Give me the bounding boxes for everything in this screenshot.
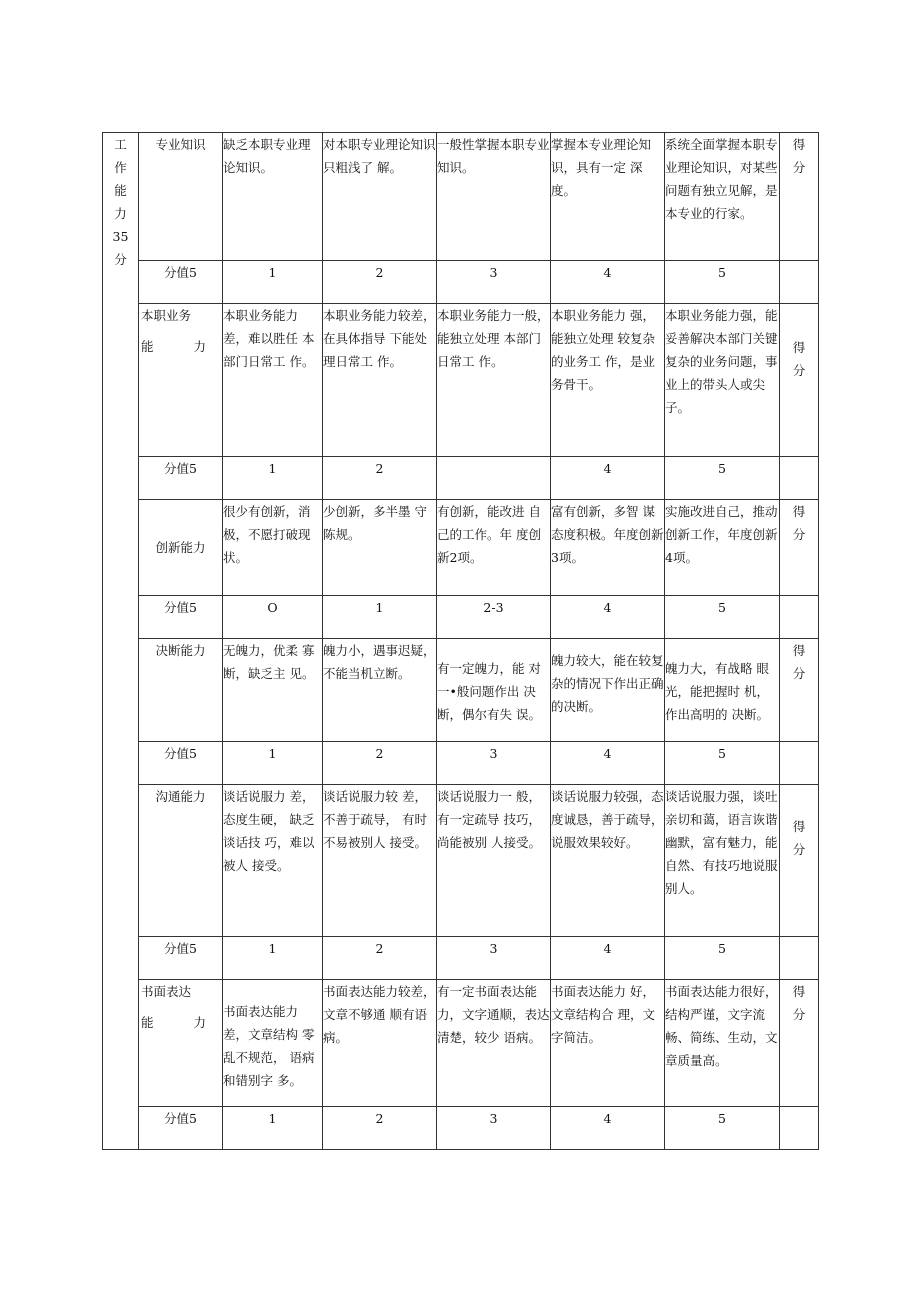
level-5-description: 魄力大，有战略 眼光，能把握时 机，作出高明的 决断。	[665, 639, 780, 742]
table-row	[103, 596, 819, 639]
score-label: 得分	[792, 137, 806, 175]
empty-cell	[780, 742, 819, 785]
score-5: 5	[665, 742, 780, 785]
score-2: 2	[323, 1107, 437, 1150]
table-row	[103, 980, 819, 1107]
level-1-description: 无魄力，优柔 寡断，缺乏主 见。	[223, 639, 323, 742]
table-row	[103, 1107, 819, 1150]
level-1-description: 谈话说服力 差，态度生硬， 缺乏谈话技 巧，难以被人 接受。	[223, 785, 323, 937]
empty-cell	[780, 937, 819, 980]
work-ability-evaluation-table	[102, 132, 819, 1150]
level-1-description: 很少有创新，消极，不愿打破现状。	[223, 500, 323, 596]
level-1-description: 书面表达能力差，文章结构 零乱不规范， 语病和错别字 多。	[223, 980, 323, 1107]
item-name-line-1: 书面表达	[141, 984, 192, 999]
score-3: 3	[437, 742, 551, 785]
level-2-description: 书面表达能力较差，文章不够通 顺有语病。	[323, 980, 437, 1107]
table-row	[103, 639, 819, 742]
level-4-description: 掌握本专业理论知识，具有一定 深度。	[551, 133, 665, 261]
score-1: 1	[223, 742, 323, 785]
level-5-description: 实施改进自己，推动创新工作，年度创新4项。	[665, 500, 780, 596]
score-4: 4	[551, 937, 665, 980]
score-1: 1	[223, 1107, 323, 1150]
level-4-description: 本职业务能力 强，能独立处理 较复杂的业务工 作，是业务骨干。	[551, 304, 665, 457]
score-value-label: 分值5	[139, 596, 223, 639]
level-3-description: 有创新，能改进 自己的工作。年 度创新2项。	[437, 500, 551, 596]
score-value-label: 分值5	[139, 742, 223, 785]
level-1-description: 本职业务能力差，难以胜任 本部门日常工 作。	[223, 304, 323, 457]
level-5-description: 本职业务能力强，能妥善解决本部门关键复杂的业务问题，事业上的带头人或尖子。	[665, 304, 780, 457]
score-value-label: 分值5	[139, 457, 223, 500]
level-3-description: 有一定书面表达能力，文字通顺，表达清楚，较少 语病。	[437, 980, 551, 1107]
score-4: 4	[551, 596, 665, 639]
score-1: 1	[223, 937, 323, 980]
level-3-description: 谈话说服力一 般，有一定疏导 技巧，尚能被别 人接受。	[437, 785, 551, 937]
level-5-description: 谈话说服力强，谈吐亲切和蔼，语言诙谐幽默，富有魅力，能自然、有技巧地说服别人。	[665, 785, 780, 937]
item-name-line-2: 能 力	[141, 339, 206, 354]
empty-cell	[780, 1107, 819, 1150]
empty-cell	[780, 596, 819, 639]
score-4: 4	[551, 1107, 665, 1150]
item-name-line-2: 能 力	[141, 1015, 206, 1030]
level-3-description: 本职业务能力一般，能独立处理 本部门日常工 作。	[437, 304, 551, 457]
item-name: 创新能力	[139, 500, 223, 596]
score-5: 5	[665, 937, 780, 980]
level-2-description: 少创新，多半墨 守陈规。	[323, 500, 437, 596]
score-value-label: 分值5	[139, 261, 223, 304]
table-row	[103, 261, 819, 304]
score-label: 得分	[792, 819, 806, 857]
item-name: 决断能力	[139, 639, 223, 742]
score-1: 1	[223, 261, 323, 304]
level-4-description: 魄力较大，能在较复杂的情况下作出正确的决断。	[551, 639, 665, 742]
score-3: 3	[437, 937, 551, 980]
score-1: O	[223, 596, 323, 639]
score-label: 得分	[792, 984, 806, 1022]
empty-cell	[780, 457, 819, 500]
score-value-label: 分值5	[139, 1107, 223, 1150]
level-1-description: 缺乏本职专业理论知识。	[223, 133, 323, 261]
level-2-description: 谈话说服力较 差，不善于疏导， 有时不易被别人 接受。	[323, 785, 437, 937]
table-row	[103, 500, 819, 596]
level-5-description: 书面表达能力很好，结构严谨，文字流畅、简练、生动，文章质量高。	[665, 980, 780, 1107]
level-2-description: 对本职专业理论知识只粗浅了 解。	[323, 133, 437, 261]
score-field[interactable]	[780, 133, 819, 261]
item-name-line-1: 本职业务	[141, 308, 192, 323]
score-3: 3	[437, 261, 551, 304]
score-field[interactable]	[780, 980, 819, 1107]
score-2: 2	[323, 457, 437, 500]
level-4-description: 谈话说服力较强，态度诚恳，善于疏导，说服效果较好。	[551, 785, 665, 937]
category-label: 工作能力35分	[112, 137, 129, 267]
category-cell	[103, 133, 139, 1150]
score-4: 4	[551, 742, 665, 785]
item-name	[139, 304, 223, 457]
score-5: 5	[665, 261, 780, 304]
score-3: 2-3	[437, 596, 551, 639]
score-5: 5	[665, 596, 780, 639]
score-field[interactable]	[780, 785, 819, 937]
score-field[interactable]	[780, 500, 819, 596]
score-3: 3	[437, 1107, 551, 1150]
item-name: 专业知识	[139, 133, 223, 261]
level-4-description: 书面表达能力 好，文章结构合 理，文字简洁。	[551, 980, 665, 1107]
item-name: 沟通能力	[139, 785, 223, 937]
level-2-description: 本职业务能力较差，在具体指导 下能处理日常工 作。	[323, 304, 437, 457]
score-1: 1	[223, 457, 323, 500]
score-label: 得分	[792, 340, 806, 378]
table-row	[103, 133, 819, 261]
empty-cell	[780, 261, 819, 304]
score-2: 2	[323, 742, 437, 785]
table-row	[103, 937, 819, 980]
score-label: 得分	[792, 504, 806, 542]
score-label: 得分	[792, 643, 806, 681]
score-2: 1	[323, 596, 437, 639]
score-field[interactable]	[780, 639, 819, 742]
score-2: 2	[323, 261, 437, 304]
item-name	[139, 980, 223, 1107]
level-5-description: 系统全面掌握本职专业理论知识，对某些问题有独立见解，是本专业的行家。	[665, 133, 780, 261]
score-4: 4	[551, 457, 665, 500]
score-5: 5	[665, 457, 780, 500]
score-2: 2	[323, 937, 437, 980]
level-2-description: 魄力小，遇事迟疑，不能当机立断。	[323, 639, 437, 742]
table-row	[103, 785, 819, 937]
table-row	[103, 304, 819, 457]
level-3-description: 一般性掌握本职专业知识。	[437, 133, 551, 261]
level-4-description: 富有创新，多智 谋态度积极。年度创新3项。	[551, 500, 665, 596]
score-value-label: 分值5	[139, 937, 223, 980]
score-5: 5	[665, 1107, 780, 1150]
level-3-description: 有一定魄力，能 对一•般问题作出 决断，偶尔有失 误。	[437, 639, 551, 742]
score-3	[437, 457, 551, 500]
table-row	[103, 457, 819, 500]
score-4: 4	[551, 261, 665, 304]
table-row	[103, 742, 819, 785]
score-field[interactable]	[780, 304, 819, 457]
